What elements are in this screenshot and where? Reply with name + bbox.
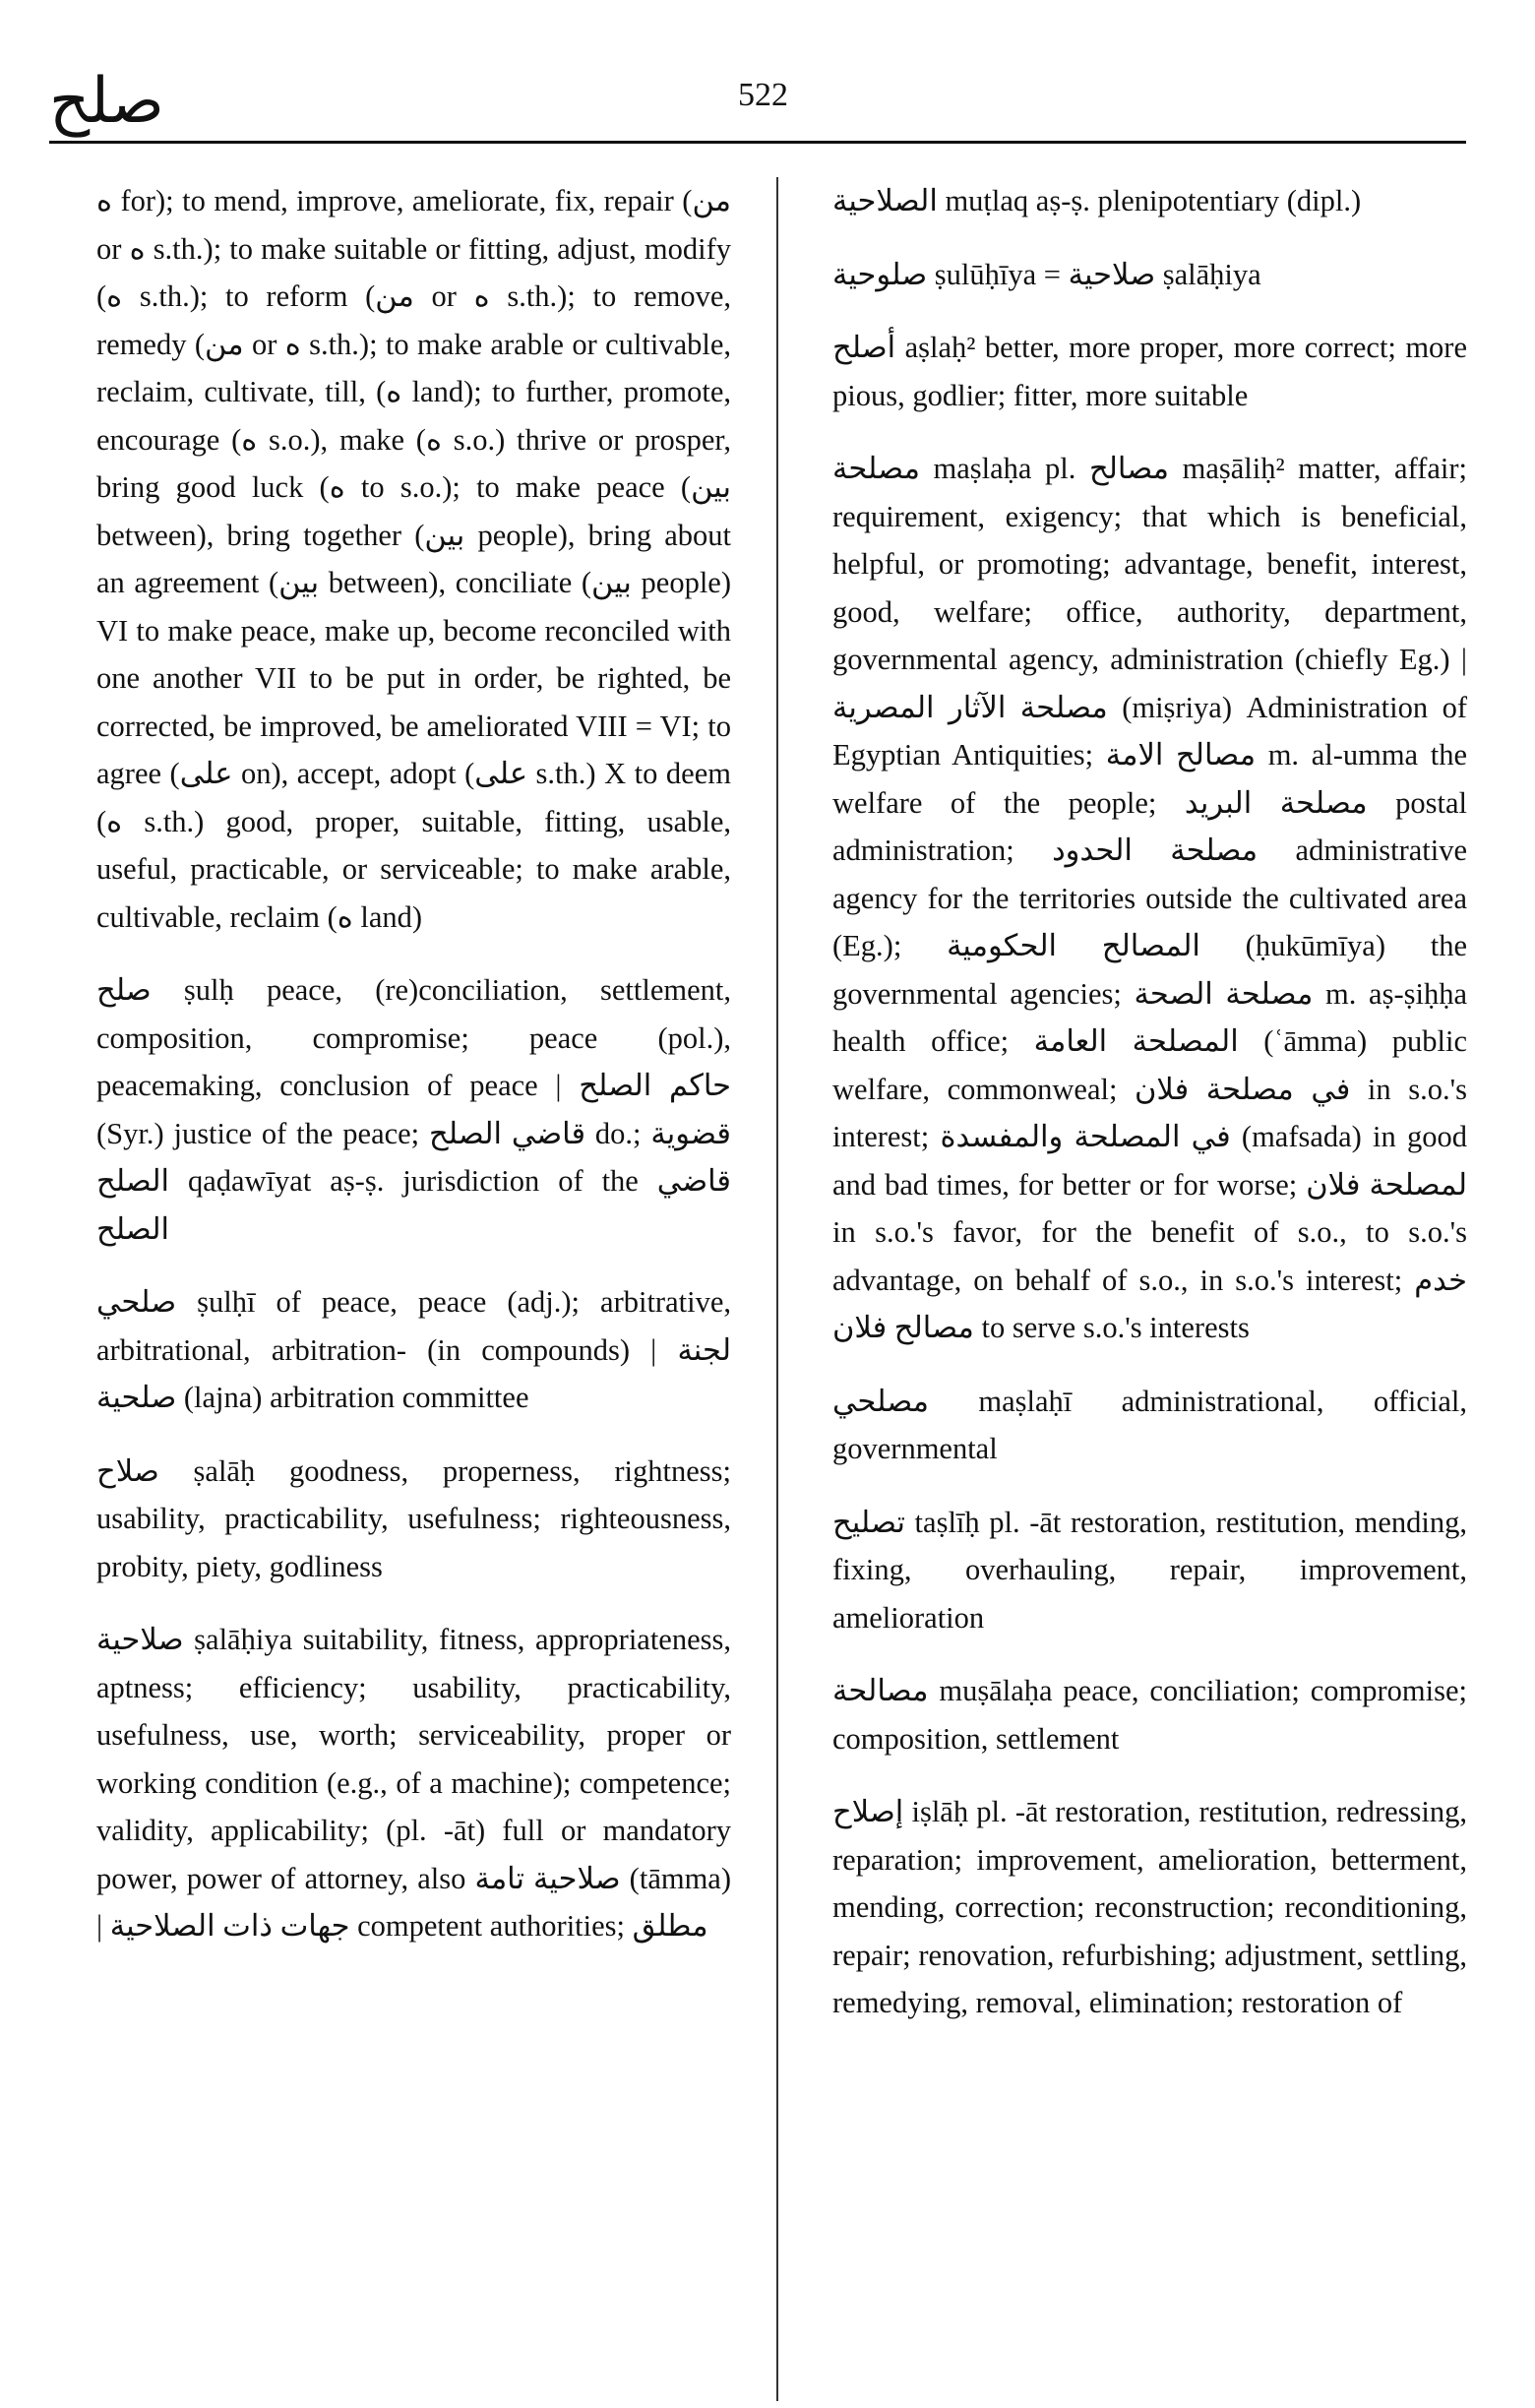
header-rule xyxy=(49,141,1466,144)
entry-salah xyxy=(96,1448,731,1591)
entry-islah xyxy=(832,1788,1467,2027)
entry-text: صلح ṣulḥ peace, (re)conciliation, settlement, composition, compromise; peace (pol.), peacemaking, conclusion of peace | حاكم الصلح (Syr.) justice of the peace; قاضي الصلح do.; قضوية الصلح qaḍawīyat aṣ-ṣ. jurisdiction of the قاضي الصلح xyxy=(96,973,731,1246)
entry-maslaha xyxy=(832,445,1467,1352)
entry-text: صلاح ṣalāḥ goodness, properness, rightness; usability, practicability, usefulness; righteousness, probity, piety, godliness xyxy=(96,1453,731,1583)
entry-text: الصلاحية muṭlaq aṣ-ṣ. plenipotentiary (dipl.) xyxy=(832,184,1362,217)
entry-maslahi xyxy=(832,1378,1467,1473)
entry-text: صلوحية ṣulūḥīya = صلاحية ṣalāḥiya xyxy=(832,257,1261,291)
right-column xyxy=(832,177,1467,2053)
entry-text: صلاحية ṣalāḥiya suitability, fitness, appropriateness, aptness; efficiency; usability, practicability, usefulness, use, worth; serviceability, proper or working condition (e.g., of a machine); competence; validity, applicability; (pl. -āt) full or mandatory power, power of attorney, also صلاحية تامة (tāmma) | جهات ذات الصلاحية competent authorities; مطلق xyxy=(96,1623,731,1943)
page-number: 522 xyxy=(738,77,788,113)
entry-text: تصليح taṣlīḥ pl. -āt restoration, restitution, mending, fixing, overhauling, repair, improvement, amelioration xyxy=(832,1505,1467,1635)
entry-text: ه for); to mend, improve, ameliorate, fix, repair (من or ه s.th.); to make suitable or fitting, adjust, modify (ه s.th.); to reform (من or ه s.th.); to remove, remedy (من or ه s.th.); to make arable or cultivable, reclaim, cultivate, till, (ه land); to further, promote, encourage (ه s.o.), make (ه s.o.) thrive or prosper, bring good luck (ه to s.o.); to make peace (بين between), bring together (بين people), bring about an agreement (بين between), conciliate (بين people) VI to make peace, make up, become reconciled with one another VII to be put in order, be righted, be corrected, be improved, be ameliorated VIII = VI; to agree (على on), accept, adopt (على s.th.) X to deem (ه s.th.) good, proper, suitable, fitting, usable, useful, practicable, or serviceable; to make arable, cultivable, reclaim (ه land) xyxy=(96,184,731,934)
entry-suluhiya xyxy=(832,251,1467,299)
entry-text: صلحي ṣulḥī of peace, peace (adj.); arbitrative, arbitrational, arbitration- (in compounds) | لجنة صلحية (lajna) arbitration committee xyxy=(96,1285,731,1414)
entry-sulh xyxy=(96,966,731,1253)
entry-text: إصلاح iṣlāḥ pl. -āt restoration, restitution, redressing, reparation; improvement, amelioration, betterment, mending, correction; reconstruction; reconditioning, repair; renovation, refurbishing; adjustment, settling, remedying, removal, elimination; restoration of xyxy=(832,1795,1467,2019)
entry-musalaha xyxy=(832,1667,1467,1762)
column-divider xyxy=(776,177,778,2401)
root-word-heading: صلح xyxy=(49,65,164,138)
entry-aslah xyxy=(832,324,1467,419)
entry-continuation xyxy=(96,177,731,941)
entry-taslih xyxy=(832,1499,1467,1642)
entry-text: أصلح aṣlaḥ² better, more proper, more correct; more pious, godlier; fitter, more suitable xyxy=(832,331,1467,412)
entry-salahiya xyxy=(96,1616,731,1950)
entry-text: مصالحة muṣālaḥa peace, conciliation; compromise; composition, settlement xyxy=(832,1674,1467,1756)
entry-text: مصلحي maṣlaḥī administrational, official, governmental xyxy=(832,1384,1467,1465)
left-column xyxy=(96,177,731,1976)
entry-sulhi xyxy=(96,1278,731,1422)
entry-mutlaq-continuation xyxy=(832,177,1467,225)
entry-text: مصلحة maṣlaḥa pl. مصالح maṣāliḥ² matter, affair; requirement, exigency; that which is beneficial, helpful, or promoting; advantage, benefit, interest, good, welfare; office, authority, department, governmental agency, administration (chiefly Eg.) | مصلحة الآثار المصرية (miṣriya) Administration of Egyptian Antiquities; مصالح الامة m. al-umma the welfare of the people; مصلحة البريد postal administration; مصلحة الحدود administrative agency for the territories outside the cultivated area (Eg.); المصالح الحكومية (ḥukūmīya) the governmental agencies; مصلحة الصحة m. aṣ-ṣiḥḥa health office; المصلحة العامة (ʿāmma) public welfare, commonweal; في مصلحة فلان in s.o.'s interest; في المصلحة والمفسدة (mafsada) in good and bad times, for better or for worse; لمصلحة فلان in s.o.'s favor, for the benefit of s.o., to s.o.'s advantage, on behalf of s.o., in s.o.'s interest; خدم مصالح فلان to serve s.o.'s interests xyxy=(832,452,1468,1344)
